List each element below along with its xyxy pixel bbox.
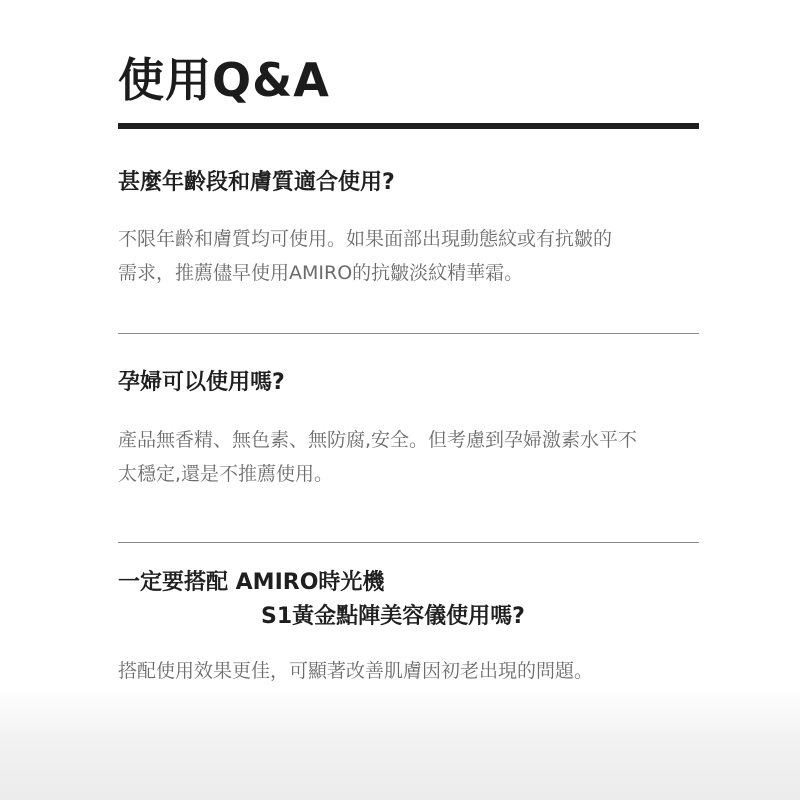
answer-1-line-2: 需求，推薦儘早使用AMIRO的抗皺淡紋精華霜。 xyxy=(118,262,524,284)
answer-2-line-2: 太穩定,還是不推薦使用。 xyxy=(118,463,334,485)
answer-3-line-1: 搭配使用效果更佳，可顯著改善肌膚因初老出現的問題。 xyxy=(118,660,594,682)
question-3-line-2: S1黃金點陣美容儀使用嗎? xyxy=(261,604,525,629)
qa-item-3 xyxy=(118,566,718,688)
question-3 xyxy=(118,566,718,634)
title-divider xyxy=(118,123,699,129)
question-1-line-1: 甚麼年齡段和膚質適合使用? xyxy=(118,170,395,195)
question-3-line-1: 一定要搭配 AMIRO時光機 xyxy=(118,570,385,595)
answer-1-line-1: 不限年齡和膚質均可使用。如果面部出現動態紋或有抗皺的 xyxy=(118,228,613,250)
question-2-line-1: 孕婦可以使用嗎? xyxy=(118,370,285,395)
answer-2-line-1: 產品無香精、無色素、無防腐,安全。但考慮到孕婦激素水平不 xyxy=(118,429,638,451)
answer-2 xyxy=(118,423,718,491)
section-divider-2 xyxy=(118,542,699,543)
question-1 xyxy=(118,166,718,200)
qa-item-1 xyxy=(118,166,718,290)
answer-1 xyxy=(118,222,718,290)
question-2 xyxy=(118,366,718,400)
qa-item-2 xyxy=(118,366,718,491)
page-title: 使用Q&A xyxy=(118,53,330,107)
answer-3 xyxy=(118,654,718,688)
section-divider-1 xyxy=(118,333,699,334)
